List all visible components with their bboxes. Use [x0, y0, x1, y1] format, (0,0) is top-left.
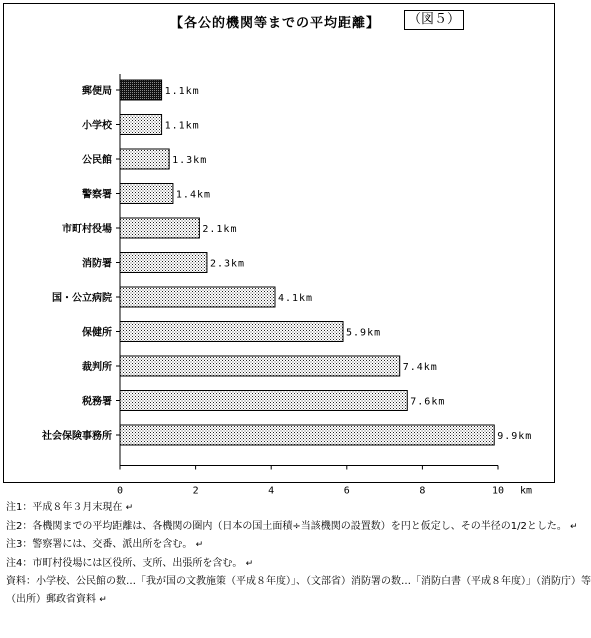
x-tick-label: 2	[192, 485, 199, 497]
return-icon: ↵	[245, 558, 254, 569]
bar	[120, 356, 400, 376]
note-line	[6, 518, 578, 537]
note-line	[6, 591, 558, 610]
note-text: 注4：市町村役場には区役所、支所、出張所を含む。	[6, 557, 243, 569]
bars-layer	[120, 80, 532, 445]
x-tick-label: 8	[419, 485, 426, 497]
category-label: 小学校	[82, 120, 112, 132]
category-label: 公民館	[82, 155, 112, 166]
value-label: 1.1km	[164, 86, 200, 97]
return-icon: ↵	[125, 503, 134, 513]
return-icon: ↵	[195, 540, 204, 551]
bar	[120, 80, 162, 100]
value-label: 4.1km	[277, 293, 314, 304]
bar	[120, 149, 169, 169]
category-label: 国・公立病院	[52, 293, 112, 304]
note-line	[6, 536, 558, 555]
category-label: 郵便局	[82, 86, 112, 97]
value-label: 1.1km	[164, 120, 200, 132]
note-text: 注3：警察署には、交番、派出所を含む。	[6, 539, 193, 551]
value-label: 5.9km	[346, 327, 382, 339]
value-label: 1.4km	[175, 189, 212, 201]
bar	[120, 391, 407, 411]
value-label: 1.3km	[172, 155, 208, 166]
chart-title: 【各公的機関等までの平均距離】	[170, 16, 381, 31]
bar	[120, 425, 494, 445]
bar	[120, 287, 275, 307]
category-label: 市町村役場	[62, 224, 112, 235]
bar	[120, 115, 162, 135]
x-tick-label: 10	[491, 485, 505, 497]
bar	[120, 218, 199, 238]
category-label: 裁判所	[82, 362, 112, 373]
value-label: 7.6km	[410, 396, 446, 408]
value-label: 7.4km	[402, 362, 438, 373]
bar	[120, 253, 207, 273]
note-line	[6, 499, 558, 518]
note-text: 資料：小学校、公民館の数…「我が国の文教施策（平成８年度）」、（文部省）消防署の数…「消防白書（平成８年度）」（消防庁）等	[6, 576, 591, 588]
note-text: 注2：各機関までの平均距離は、各機関の圏内（日本の国土面積÷当該機関の設置数）を円と仮定し、その半径の1/2とした。	[6, 520, 567, 532]
category-label: 警察署	[82, 189, 112, 201]
note-line	[6, 573, 591, 591]
bar	[120, 184, 173, 204]
note-text: 注1：平成８年３月末現在	[6, 502, 123, 513]
category-label: 社会保険事務所	[42, 431, 112, 442]
figure-label: （図５）	[404, 10, 464, 30]
value-label: 2.3km	[209, 258, 246, 270]
bar	[120, 322, 343, 342]
value-label: 9.9km	[497, 431, 533, 442]
x-tick-label: 4	[268, 485, 275, 497]
return-icon: ↵	[99, 594, 107, 605]
category-label: 消防署	[82, 258, 112, 270]
notes	[6, 499, 591, 610]
category-label: 税務署	[82, 396, 112, 408]
note-line	[6, 555, 558, 574]
x-tick-label: 0	[116, 485, 124, 497]
x-unit-label: km	[519, 485, 533, 497]
return-icon: ↵	[570, 521, 578, 532]
value-label: 2.1km	[202, 224, 238, 235]
note-text: （出所）郵政省資料	[6, 593, 96, 605]
category-label: 保健所	[82, 327, 112, 339]
x-tick-label: 6	[343, 485, 350, 497]
